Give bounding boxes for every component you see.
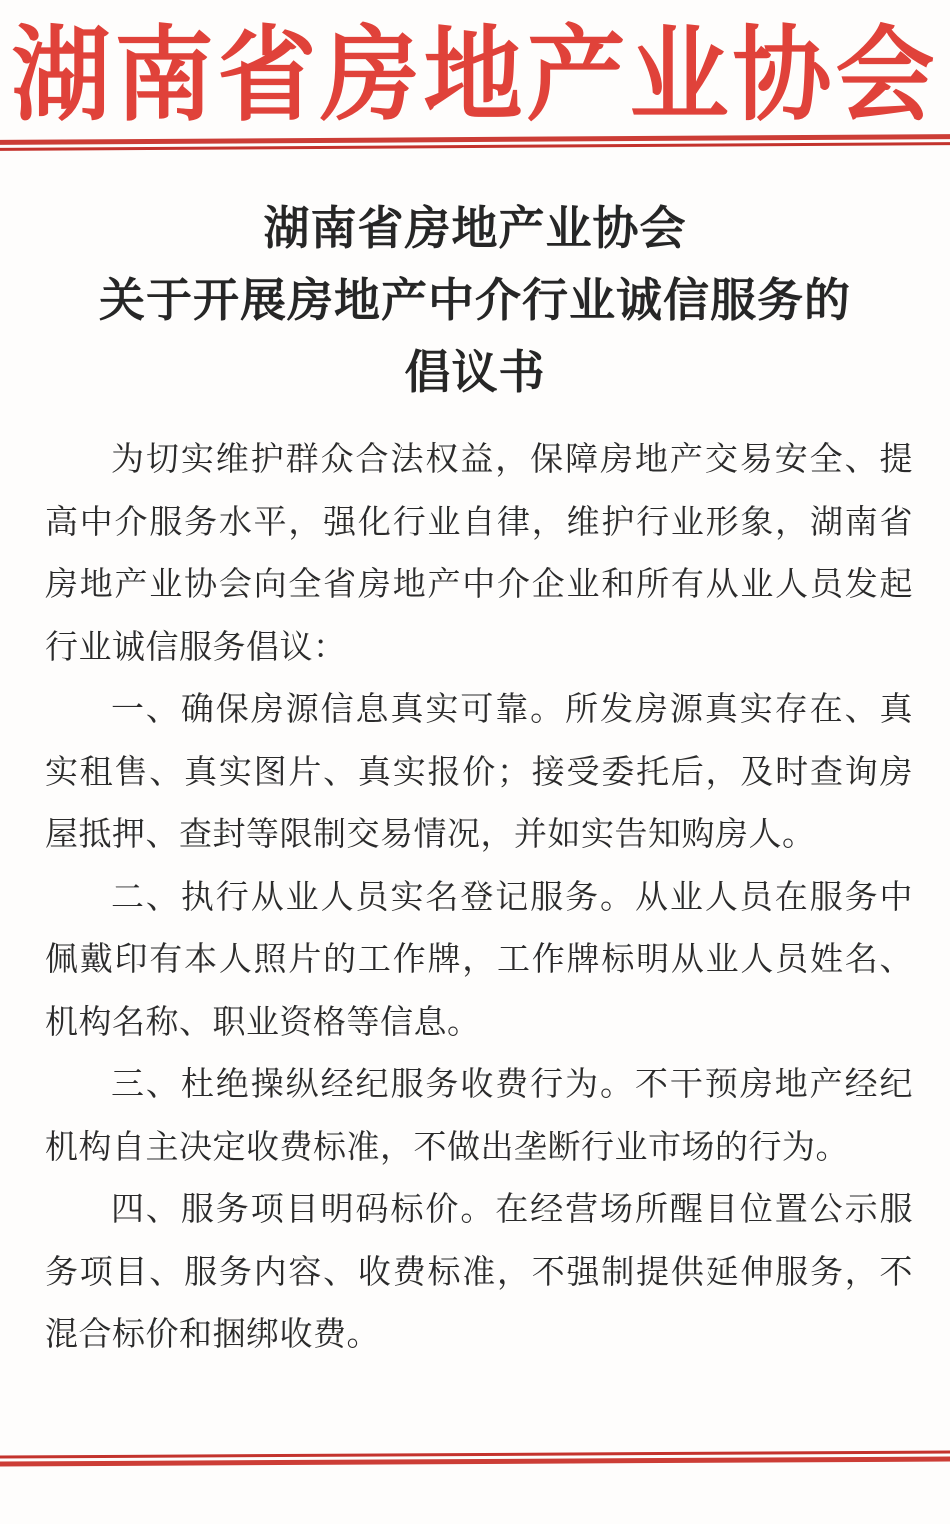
paragraph-item-4: 四、服务项目明码标价。在经营场所醒目位置公示服务项目、服务内容、收费标准，不强制提供延伸服务，不混合标价和捆绑收费。: [45, 1192, 913, 1353]
document-title-line-1: 湖南省房地产业协会: [263, 203, 687, 254]
document-body: [45, 429, 913, 1367]
paragraph-item-3: 三、杜绝操纵经纪服务收费行为。不干预房地产经纪机构自主决定收费标准，不做出垄断行业市场的行为。: [45, 1067, 913, 1166]
document-title-line-2: 关于开展房地产中介行业诚信服务的: [99, 275, 851, 326]
paragraph-item-1: 一、确保房源信息真实可靠。所发房源真实存在、真实租售、真实图片、真实报价；接受委托后，及时查询房屋抵押、查封等限制交易情况，并如实告知购房人。: [45, 692, 913, 853]
document-title-line-3: 倡议书: [404, 347, 546, 398]
paragraph-item-2: 二、执行从业人员实名登记服务。从业人员在服务中佩戴印有本人照片的工作牌，工作牌标明从业人员姓名、机构名称、职业资格等信息。: [45, 879, 913, 1041]
paragraph-intro: 为切实维护群众合法权益，保障房地产交易安全、提高中介服务水平，强化行业自律，维护行业形象，湖南省房地产业协会向全省房地产中介企业和所有从业人员发起行业诚信服务倡议：: [45, 442, 913, 666]
letterhead-org-title: 湖南省房地产业协会: [11, 20, 939, 134]
document-title: [0, 193, 950, 409]
footer-divider: [0, 1450, 950, 1466]
